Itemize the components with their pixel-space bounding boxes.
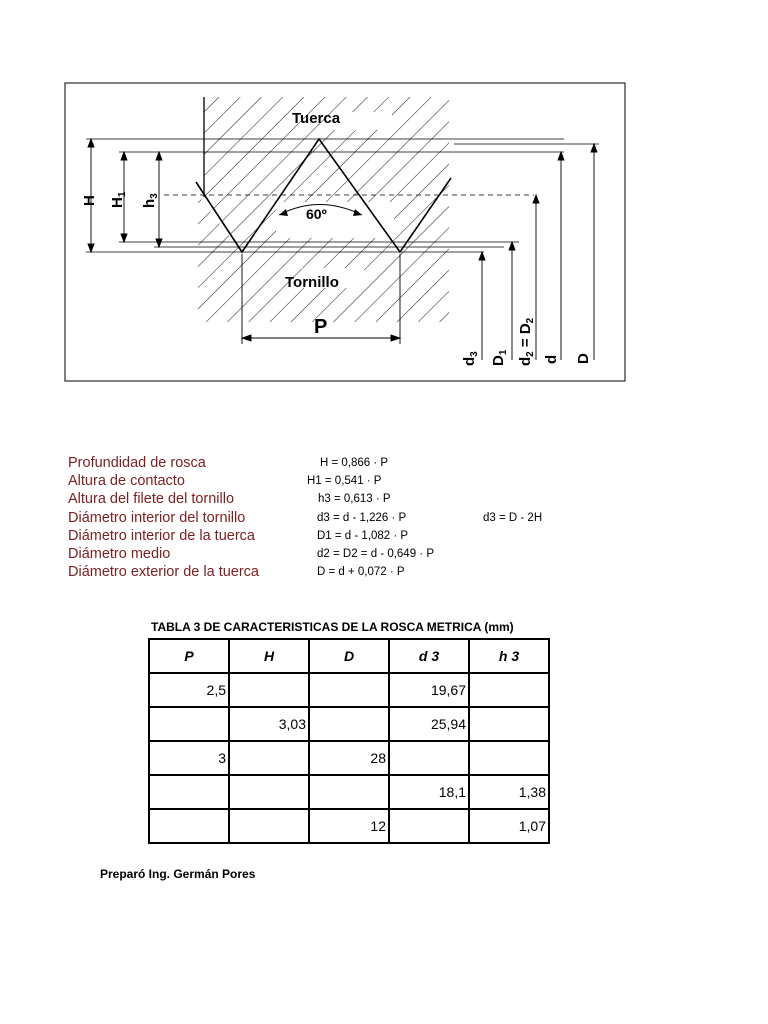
table-cell xyxy=(149,809,229,843)
table-cell xyxy=(469,741,549,775)
formula-label: Altura del filete del tornillo xyxy=(68,491,235,508)
thread-characteristics-table xyxy=(148,638,550,844)
formula-expression: D = d + 0,072 · P xyxy=(317,566,405,579)
table-cell xyxy=(309,775,389,809)
nut-label: Tuerca xyxy=(292,110,341,127)
table-cell xyxy=(309,673,389,707)
formula-expression: H = 0,866 · P xyxy=(320,457,389,469)
formula-label: Diámetro exterior de la tuerca xyxy=(68,564,259,581)
author-credit: Preparó Ing. Germán Pores xyxy=(100,867,256,881)
table-cell xyxy=(389,809,469,843)
formula-expression: H1 = 0,541 · P xyxy=(307,475,382,488)
formula-label: Altura de contacto xyxy=(68,473,185,490)
table-cell: 3 xyxy=(149,741,229,775)
table-cell: 28 xyxy=(309,741,389,775)
table-title: TABLA 3 DE CARACTERISTICAS DE LA ROSCA METRICA (mm) xyxy=(151,620,514,634)
table-row xyxy=(149,707,549,741)
table-cell xyxy=(149,775,229,809)
table-row xyxy=(149,673,549,707)
header-cell: h 3 xyxy=(469,639,549,673)
table-cell: 2,5 xyxy=(149,673,229,707)
formula-label: Diámetro interior de la tuerca xyxy=(68,527,255,544)
diameter-label-d3: $d_3$ xyxy=(461,351,480,366)
height-label-H1: $H_1$ xyxy=(109,191,128,208)
pitch-label: P xyxy=(314,316,328,338)
table-cell xyxy=(469,707,549,741)
formula-row xyxy=(68,491,708,509)
formula-label: Diámetro medio xyxy=(68,545,171,562)
table-row xyxy=(149,809,549,843)
table-cell xyxy=(149,707,229,741)
table-cell: 12 xyxy=(309,809,389,843)
table-cell xyxy=(229,741,309,775)
formula-alt-expression: d3 = D - 2H xyxy=(483,511,543,524)
formula-expression: d2 = D2 = d - 0,649 · P xyxy=(317,547,434,560)
diameter-label-d2: $d_2 = D_2$ xyxy=(517,317,536,366)
table-cell xyxy=(469,673,549,707)
table-cell: 25,94 xyxy=(389,707,469,741)
formula-row xyxy=(68,546,708,564)
header-cell: P xyxy=(149,639,229,673)
table-cell xyxy=(229,775,309,809)
thread-profile-diagram xyxy=(64,82,626,382)
formula-row xyxy=(68,510,708,528)
table-row xyxy=(149,775,549,809)
table-cell: 18,1 xyxy=(389,775,469,809)
table-cell xyxy=(309,707,389,741)
table-cell: 1,38 xyxy=(469,775,549,809)
header-cell: D xyxy=(309,639,389,673)
screw-label: Tornillo xyxy=(285,274,339,291)
formula-expression: D1 = d - 1,082 · P xyxy=(317,529,409,542)
diameter-label-D: D xyxy=(575,353,592,364)
formula-row xyxy=(68,455,708,473)
formula-label: Diámetro interior del tornillo xyxy=(68,509,246,526)
formula-expression: h3 = 0,613 · P xyxy=(318,493,391,506)
formula-list xyxy=(68,455,708,582)
diameter-label-D1: $D_1$ xyxy=(490,349,509,366)
formula-row xyxy=(68,528,708,546)
table-cell xyxy=(389,741,469,775)
table-row xyxy=(149,741,549,775)
header-cell: H xyxy=(229,639,309,673)
table-cell: 19,67 xyxy=(389,673,469,707)
formula-expression: d3 = d - 1,226 · P xyxy=(317,511,407,524)
header-cell: d 3 xyxy=(389,639,469,673)
diameter-label-d: d xyxy=(543,354,560,364)
height-label-h3: $h_3$ xyxy=(141,193,160,208)
table-cell xyxy=(229,673,309,707)
table-cell: 3,03 xyxy=(229,707,309,741)
table-cell xyxy=(229,809,309,843)
formula-label: Profundidad de rosca xyxy=(68,455,206,471)
angle-label: 60º xyxy=(306,206,327,222)
table-header-row xyxy=(149,639,549,673)
table-cell: 1,07 xyxy=(469,809,549,843)
height-label-H: H xyxy=(81,195,98,206)
formula-row xyxy=(68,564,708,582)
formula-row xyxy=(68,473,708,491)
